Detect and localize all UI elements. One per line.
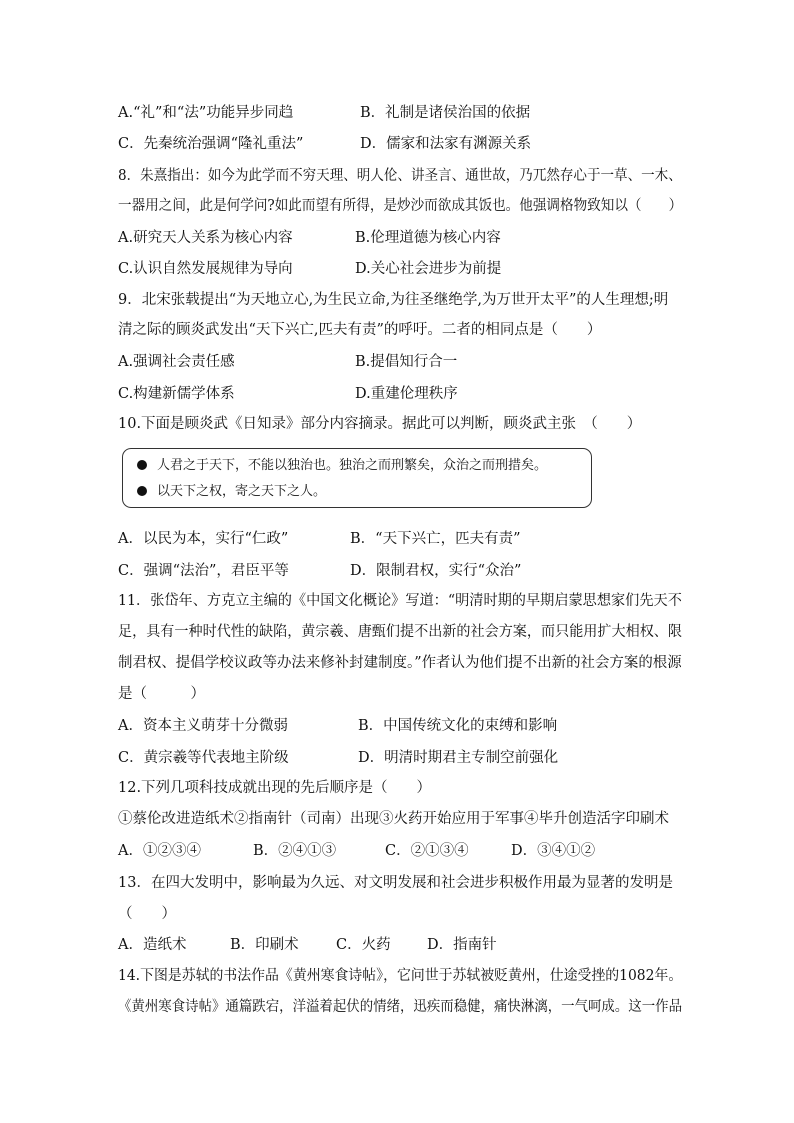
bullet-icon: [137, 486, 147, 496]
q11-option-d[interactable]: D．明清时期君主专制空前强化: [358, 750, 559, 766]
q7-option-a[interactable]: A.“礼”和“法”功能异步同趋: [118, 105, 294, 121]
q10-excerpt-text-2: 以天下之权，寄之天下之人。: [157, 484, 327, 499]
q11-stem-line1: 11．张岱年、方克立主编的《中国文化概论》写道：“明清时期的早期启蒙思想家们先天不: [118, 593, 682, 609]
q12-option-c[interactable]: C．②①③④: [385, 843, 469, 859]
q7-option-d[interactable]: D．儒家和法家有渊源关系: [360, 136, 532, 152]
q10-excerpt-text-1: 人君之于天下，不能以独治也。独治之而刑繁矣，众治之而刑措矣。: [157, 458, 548, 473]
q10-excerpt-box: [122, 448, 592, 508]
q13-option-c[interactable]: C．火药: [336, 937, 391, 953]
q8-option-a[interactable]: A.研究天人关系为核心内容: [118, 230, 293, 246]
q10-option-c[interactable]: C．强调“法治”，君臣平等: [118, 563, 289, 579]
q10-stem-line1: 10.下面是顾炎武《日知录》部分内容摘录。据此可以判断，顾炎武主张 （ ）: [118, 416, 642, 432]
q7-option-c[interactable]: C．先秦统治强调“隆礼重法”: [118, 136, 304, 152]
q12-stem-line1: 12.下列几项科技成就出现的先后顺序是（ ）: [118, 780, 432, 796]
bullet-icon: [137, 460, 147, 470]
q10-option-b[interactable]: B．“天下兴亡，匹夫有责”: [350, 531, 521, 547]
q12-option-a[interactable]: A．①②③④: [118, 843, 201, 859]
q13-option-a[interactable]: A．造纸术: [118, 937, 187, 953]
q10-excerpt-item: [137, 457, 547, 475]
q10-excerpt-item: [137, 483, 326, 501]
q11-option-c[interactable]: C．黄宗羲等代表地主阶级: [118, 750, 289, 766]
q8-stem-line2: 一器用之间，此是何学问?如此而望有所得，是炒沙而欲成其饭也。他强调格物致知以（ ）: [118, 198, 683, 214]
q9-stem-line1: 9．北宋张载提出“为天地立心,为生民立命,为往圣继绝学,为万世开太平”的人生理想;明: [118, 292, 669, 308]
q8-option-b[interactable]: B.伦理道德为核心内容: [355, 230, 501, 246]
q8-stem-line1: 8．朱熹指出：如今为此学而不穷天理、明人伦、讲圣言、通世故，乃兀然存心于一草、一木、: [118, 168, 682, 184]
q14-stem-line1: 14.下图是苏轼的书法作品《黄州寒食诗帖》，它问世于苏轼被贬黄州，仕途受挫的1082年。: [118, 968, 683, 984]
q12-stem-line2: ①蔡伦改进造纸术②指南针（司南）出现③火药开始应用于军事④毕升创造活字印刷术: [118, 811, 669, 827]
q11-stem-line3: 制君权、提倡学校议政等办法来修补封建制度。”作者认为他们提不出新的社会方案的根源: [118, 655, 682, 671]
q11-stem-line2: 足，具有一种时代性的缺陷，黄宗羲、唐甄们提不出新的社会方案，而只能用扩大相权、限: [118, 624, 682, 640]
q10-option-d[interactable]: D．限制君权，实行“众治”: [350, 563, 522, 579]
q11-option-b[interactable]: B．中国传统文化的束缚和影响: [358, 718, 558, 734]
q9-option-a[interactable]: A.强调社会责任感: [118, 354, 235, 370]
q10-option-a[interactable]: A．以民为本，实行“仁政”: [118, 531, 289, 547]
q7-option-b[interactable]: B．礼制是诸侯治国的依据: [360, 105, 531, 121]
q11-option-a[interactable]: A．资本主义萌芽十分微弱: [118, 718, 288, 734]
q13-stem-line1: 13．在四大发明中，影响最为久远、对文明发展和社会进步积极作用最为显著的发明是: [118, 875, 673, 891]
q13-option-b[interactable]: B．印刷术: [230, 937, 299, 953]
q8-option-d[interactable]: D.关心社会进步为前提: [355, 261, 502, 277]
q9-option-d[interactable]: D.重建伦理秩序: [355, 386, 458, 402]
q9-option-c[interactable]: C.构建新儒学体系: [118, 386, 235, 402]
q8-option-c[interactable]: C.认识自然发展规律为导向: [118, 261, 293, 277]
q13-stem-line2: （ ）: [118, 906, 176, 922]
q13-option-d[interactable]: D．指南针: [427, 937, 497, 953]
q9-stem-line2: 清之际的顾炎武发出“天下兴亡,匹夫有责”的呼吁。二者的相同点是（ ）: [118, 322, 602, 338]
q12-option-d[interactable]: D．③④①②: [511, 843, 596, 859]
q9-option-b[interactable]: B.提倡知行合一: [355, 354, 458, 370]
q14-stem-line2: 《黄州寒食诗帖》通篇跌宕，洋溢着起伏的情绪，迅疾而稳健，痛快淋漓，一气呵成。这一作品: [118, 999, 682, 1015]
q11-stem-line4: 是（ ）: [118, 686, 205, 702]
q12-option-b[interactable]: B．②④①③: [253, 843, 337, 859]
